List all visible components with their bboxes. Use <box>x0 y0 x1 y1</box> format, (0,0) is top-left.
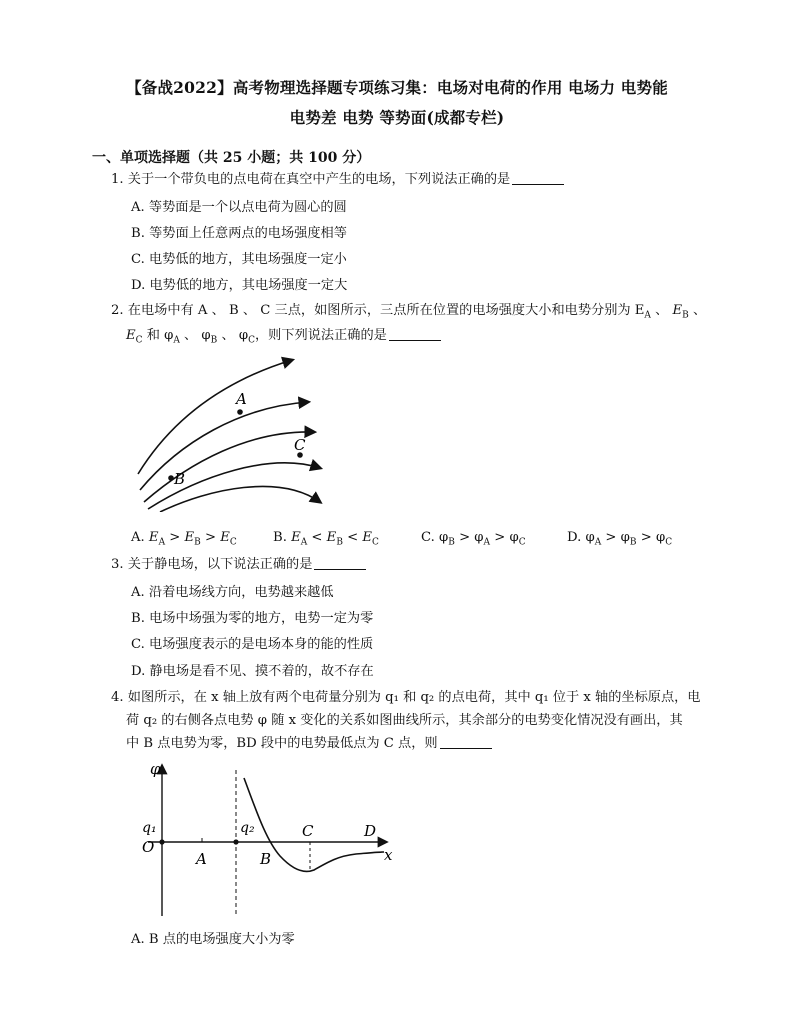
question-1-stem: 1. 关于一个带负电的点电荷在真空中产生的电场，下列说法正确的是 <box>111 172 511 187</box>
label-o: O <box>142 838 155 856</box>
label-b: B <box>174 470 186 488</box>
label-c: C <box>302 822 314 840</box>
point-b <box>168 475 174 481</box>
q2-charge-dot <box>233 839 238 844</box>
q2-option-a: A. $E_A > E_B > E_C$ <box>131 530 237 548</box>
label-c: C <box>294 436 306 454</box>
question-2-line1: 2. 在电场中有 A 、 B 、 C 三点，如图所示，三点所在位置的电场强度大小和电势分别为 $E_A$ 、 $E_B$ 、 <box>111 303 707 321</box>
field-line <box>138 360 292 474</box>
q3-option-a: A. 沿着电场线方向，电势越来越低 <box>131 585 334 600</box>
answer-blank <box>389 326 441 341</box>
q2-field-lines-figure <box>130 352 330 512</box>
document-title-line1: 【备战2022】高考物理选择题专项练习集：电场对电荷的作用 电场力 电势能 <box>126 78 668 97</box>
q2-option-c: C. $\varphi_B > \varphi_A > \varphi_C$ <box>421 530 526 548</box>
question-1 <box>111 168 564 192</box>
label-b: B <box>260 850 272 868</box>
point-a <box>237 409 243 415</box>
q3-option-b: B. 电场中场强为零的地方，电势一定为零 <box>131 611 374 626</box>
question-2-stem-tail: ，则下列说法正确的是 <box>255 328 387 343</box>
q4-option-a: A. B 点的电场强度大小为零 <box>131 932 295 947</box>
label-x: x <box>384 846 393 864</box>
answer-blank <box>440 734 492 749</box>
question-3-stem: 3. 关于静电场，以下说法正确的是 <box>111 557 313 572</box>
label-a: A <box>196 850 207 868</box>
q2-option-d: D. $\varphi_A > \varphi_B > \varphi_C$ <box>567 530 673 548</box>
question-3 <box>111 553 366 577</box>
q1-charge-dot <box>159 839 164 844</box>
document-title-line2: 电势差 电势 等势面(成都专栏) <box>289 108 505 127</box>
field-line <box>140 402 308 490</box>
section-heading: 一、单项选择题（共 25 小题；共 100 分） <box>92 150 371 166</box>
label-q1: q₁ <box>142 820 157 836</box>
label-phi: φ <box>150 760 161 778</box>
q4-potential-graph <box>138 760 400 920</box>
answer-blank <box>314 555 366 570</box>
q2-option-b: B. $E_A < E_B < E_C$ <box>273 530 379 548</box>
question-4-line3: 中 B 点电势为零，BD 段中的电势最低点为 C 点，则 <box>126 732 492 756</box>
answer-blank <box>512 170 564 185</box>
label-q2: q₂ <box>240 820 255 836</box>
field-line <box>160 487 320 512</box>
label-d: D <box>364 822 377 840</box>
q1-option-b: B. 等势面上任意两点的电场强度相等 <box>131 226 347 241</box>
question-2-stem: 2. 在电场中有 A 、 B 、 C 三点，如图所示，三点所在位置的电场强度大小和电势分别为 E <box>111 303 645 318</box>
q1-option-d: D. 电势低的地方，其电场强度一定大 <box>131 278 348 293</box>
q1-option-c: C. 电势低的地方，其电场强度一定小 <box>131 252 347 267</box>
question-2-line2: $E_C$ 和 $\varphi_A$ 、 $\varphi_B$ 、 $\varphi_C$，则下列说法正确的是 <box>126 324 441 353</box>
question-2-stem-cont: 和 φ <box>146 328 174 343</box>
q1-option-a: A. 等势面是一个以点电荷为圆心的圆 <box>131 200 347 215</box>
field-line <box>144 432 314 502</box>
question-4-line1: 4. 如图所示，在 x 轴上放有两个电荷量分别为 q₁ 和 q₂ 的点电荷，其中 q₁ 位于 x 轴的坐标原点，电 <box>111 690 701 705</box>
question-4-line2: 荷 q₂ 的右侧各点电势 φ 随 x 变化的关系如图曲线所示，其余部分的电势变化情况没有画出，其 <box>126 713 683 728</box>
q3-option-c: C. 电场强度表示的是电场本身的能的性质 <box>131 637 374 652</box>
q3-option-d: D. 静电场是看不见、摸不着的，故不存在 <box>131 664 374 679</box>
label-a: A <box>236 390 247 408</box>
